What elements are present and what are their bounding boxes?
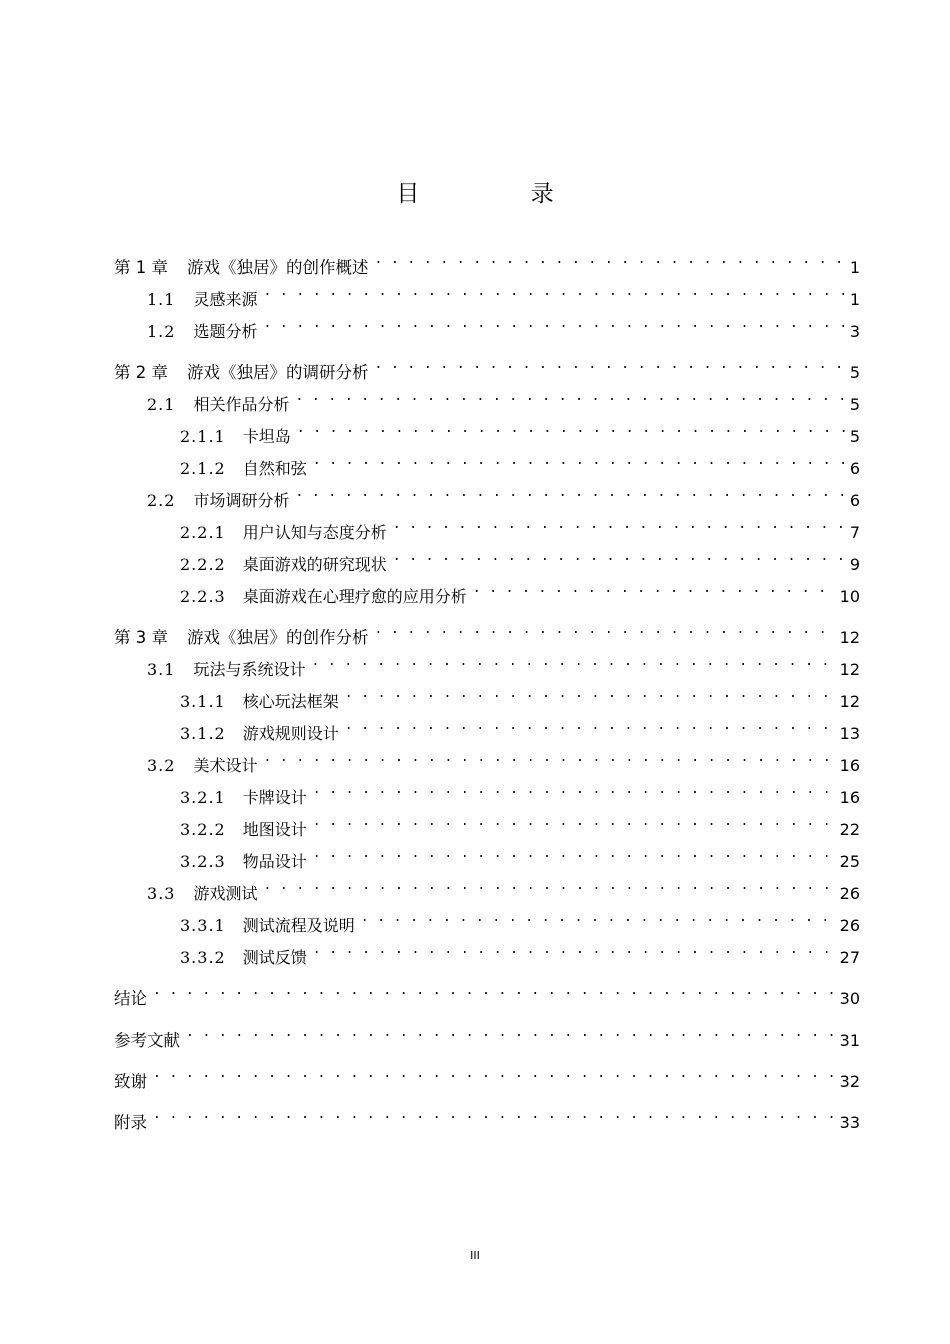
toc-entry-page: 33 [839, 1113, 860, 1132]
toc-entry[interactable] [180, 681, 860, 711]
toc-entry-title: 游戏《独居》的创作分析 [187, 628, 369, 647]
toc-entry-page: 13 [839, 724, 860, 743]
page-title: 目 录 [396, 181, 606, 207]
toc-entry-number: 2.1.1 [180, 427, 226, 446]
toc-entry-page: 16 [839, 756, 860, 775]
dot-leader [313, 841, 836, 867]
dot-leader [295, 480, 845, 506]
toc-entry-number: 第 1 章 [114, 258, 168, 277]
toc-entry-number: 2.2.2 [180, 555, 226, 574]
toc-entry[interactable] [180, 809, 860, 839]
dot-leader [153, 1102, 836, 1128]
toc-entry-title: 选题分析 [193, 322, 258, 341]
toc-entry-number: 3.1.1 [180, 692, 226, 711]
toc-entry-page: 12 [839, 692, 860, 711]
toc-entry-title: 卡坦岛 [242, 427, 291, 446]
toc-entry[interactable] [180, 512, 860, 542]
toc-entry-title: 卡牌设计 [242, 788, 307, 807]
toc-entry[interactable] [180, 576, 860, 606]
toc-entry-page: 5 [849, 363, 860, 382]
toc-entry-title: 桌面游戏在心理疗愈的应用分析 [242, 587, 467, 606]
toc-entry[interactable] [147, 649, 860, 679]
toc-entry-title: 桌面游戏的研究现状 [242, 555, 387, 574]
dot-leader [313, 448, 846, 474]
dot-leader [311, 649, 835, 675]
toc-entry-number: 3.3 [147, 884, 176, 903]
toc-entry-number: 3.2 [147, 756, 176, 775]
toc-entry-page: 27 [839, 948, 860, 967]
toc-entry-number: 3.1 [147, 660, 176, 679]
dot-leader [263, 279, 845, 305]
toc-entry-title: 物品设计 [242, 852, 307, 871]
toc-entry-number: 3.2.2 [180, 820, 226, 839]
dot-leader [361, 905, 836, 931]
toc-entry-title: 游戏《独居》的调研分析 [187, 363, 369, 382]
toc-entry[interactable] [114, 978, 860, 1008]
toc-entry[interactable] [147, 745, 860, 775]
toc-entry-title: 自然和弦 [242, 459, 307, 478]
toc-entry-page: 10 [839, 587, 860, 606]
dot-leader [153, 978, 836, 1004]
toc-entry-page: 1 [849, 290, 860, 309]
toc-entry-title: 市场调研分析 [193, 491, 290, 510]
toc-entry-title: 核心玩法框架 [242, 692, 339, 711]
toc-entry-title: 地图设计 [242, 820, 307, 839]
dot-leader [393, 544, 846, 570]
dot-leader [345, 681, 836, 707]
toc-entry[interactable] [180, 777, 860, 807]
toc-entry[interactable] [180, 448, 860, 478]
toc-entry-number: 3.3.2 [180, 948, 226, 967]
dot-leader [313, 937, 836, 963]
toc-entry-number: 1.2 [147, 322, 176, 341]
dot-leader [313, 777, 836, 803]
toc-entry[interactable] [180, 544, 860, 574]
toc-entry-title: 玩法与系统设计 [193, 660, 306, 679]
toc-entry-number: 2.2.1 [180, 523, 226, 542]
toc-entry-page: 3 [849, 322, 860, 341]
toc-entry-number: 2.1.2 [180, 459, 226, 478]
dot-leader [393, 512, 846, 538]
dot-leader [263, 745, 835, 771]
toc-entry-number: 3.3.1 [180, 916, 226, 935]
toc-entry-title: 美术设计 [193, 756, 258, 775]
toc-entry-title: 相关作品分析 [193, 395, 290, 414]
toc-entry-page: 32 [839, 1072, 860, 1091]
dot-leader [375, 247, 846, 273]
toc-entry-number: 1.1 [147, 290, 176, 309]
toc-entry-page: 22 [839, 820, 860, 839]
page-number: III [470, 1249, 480, 1262]
toc-entry[interactable] [147, 384, 860, 414]
toc-entry-title: 用户认知与态度分析 [242, 523, 387, 542]
toc-entry-page: 12 [839, 628, 860, 647]
toc-entry[interactable] [147, 873, 860, 903]
dot-leader [345, 713, 836, 739]
toc-entry-page: 7 [849, 523, 860, 542]
toc-entry-page: 16 [839, 788, 860, 807]
toc-entry-title: 参考文献 [114, 1031, 180, 1050]
dot-leader [186, 1020, 836, 1046]
toc-entry-title: 游戏测试 [193, 884, 258, 903]
toc-entry[interactable] [180, 905, 860, 935]
toc-entry-page: 26 [839, 884, 860, 903]
toc-entry-title: 游戏规则设计 [242, 724, 339, 743]
toc-entry-page: 25 [839, 852, 860, 871]
dot-leader [295, 384, 845, 410]
toc-entry-page: 31 [839, 1031, 860, 1050]
toc-entry-page: 6 [849, 459, 860, 478]
dot-leader [297, 416, 846, 442]
dot-leader [375, 352, 846, 378]
toc-entry-number: 3.2.1 [180, 788, 226, 807]
toc-entry-number: 2.2.3 [180, 587, 226, 606]
toc-entry[interactable] [114, 1061, 860, 1091]
toc-entry-page: 30 [839, 989, 860, 1008]
toc-entry-title: 致谢 [114, 1072, 147, 1091]
dot-leader [473, 576, 836, 602]
toc-entry[interactable] [180, 937, 860, 967]
toc-entry[interactable] [114, 247, 860, 277]
toc-entry-number: 3.2.3 [180, 852, 226, 871]
toc-entry[interactable] [180, 713, 860, 743]
toc-entry[interactable] [180, 841, 860, 871]
toc-entry-page: 9 [849, 555, 860, 574]
toc-entry-page: 12 [839, 660, 860, 679]
toc-entry-title: 测试反馈 [242, 948, 307, 967]
dot-leader [263, 311, 845, 337]
dot-leader [313, 809, 836, 835]
toc-entry[interactable] [114, 1020, 860, 1050]
dot-leader [263, 873, 835, 899]
toc-entry[interactable] [114, 617, 860, 647]
toc-entry-title: 游戏《独居》的创作概述 [187, 258, 369, 277]
toc-entry-page: 5 [849, 395, 860, 414]
toc-entry-page: 5 [849, 427, 860, 446]
toc-entry-number: 2.2 [147, 491, 176, 510]
toc-entry[interactable] [147, 279, 860, 309]
toc-entry-number: 第 2 章 [114, 363, 168, 382]
toc-entry[interactable] [147, 311, 860, 341]
toc-entry-number: 3.1.2 [180, 724, 226, 743]
toc-entry[interactable] [114, 352, 860, 382]
toc-entry[interactable] [180, 416, 860, 446]
toc-entry-number: 第 3 章 [114, 628, 168, 647]
toc-entry-title: 附录 [114, 1113, 147, 1132]
toc-entry-page: 26 [839, 916, 860, 935]
toc-entry-title: 灵感来源 [193, 290, 258, 309]
toc-entry-page: 6 [849, 491, 860, 510]
toc-entry-page: 1 [849, 258, 860, 277]
toc-entry-number: 2.1 [147, 395, 176, 414]
toc-entry-title: 测试流程及说明 [242, 916, 355, 935]
dot-leader [375, 617, 836, 643]
toc-entry[interactable] [147, 480, 860, 510]
dot-leader [153, 1061, 836, 1087]
toc-entry[interactable] [114, 1102, 860, 1132]
toc-entry-title: 结论 [114, 989, 147, 1008]
